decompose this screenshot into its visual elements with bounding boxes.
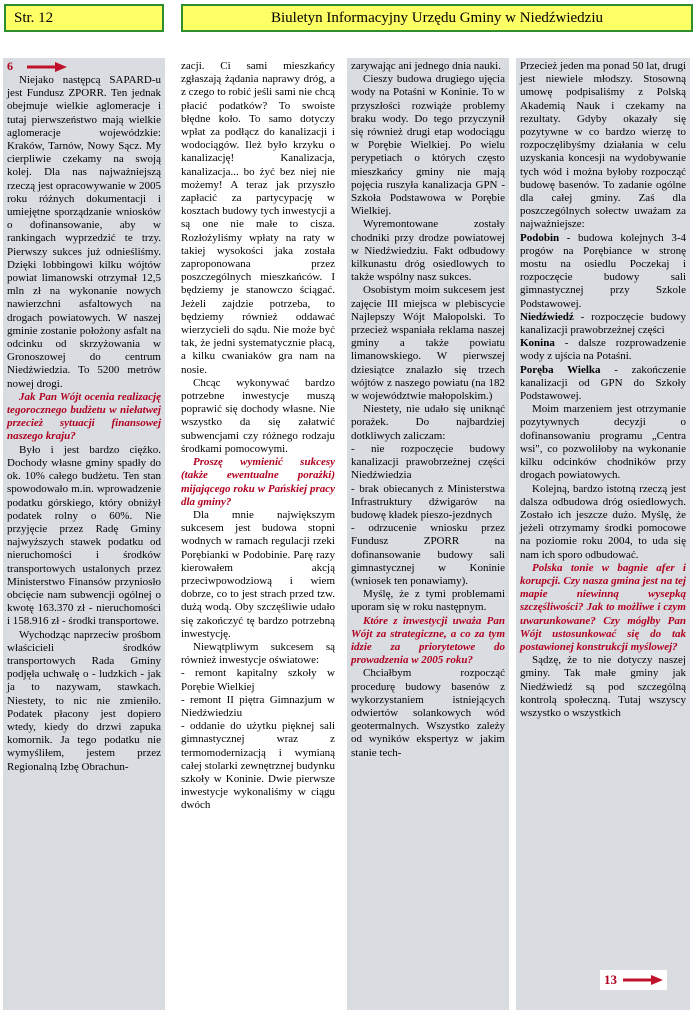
village-plan-konina <box>520 337 686 363</box>
interview-question: Proszę wymienić sukcesy (także ewentualne porażki) mijającego roku w Pańskiej pracy dla gminy? <box>181 456 335 508</box>
village-name: Konina <box>520 337 555 350</box>
list-item: - oddanie do użytku pięknej sali gimnastycznej wraz z termomodernizacją i wymianą całej stolarki zewnętrznej budynku szkoły w Koninie. Dwie pierwsze inwestycje wykonaliśmy w ciągu dwóch <box>181 720 335 812</box>
list-item: - nie rozpoczęcie budowy kanalizacji prawobrzeżnej części Niedźwiedzia <box>351 442 505 482</box>
paragraph: Wyremontowane zostały chodniki przy drodze powiatowej w Niedźwiedziu. Fakt odbudowy kilkunastu dróg osiedlowych to także wspólny nasz sukces. <box>351 218 505 284</box>
paragraph: Chcąc wykonywać bardzo potrzebne inwestycje muszą poprawić się dochody własne. Nie wszystko da się załatwić subwencjami czy różnego rodzaju środkami pomocowymi. <box>181 376 335 455</box>
paragraph: Przecież jeden ma ponad 50 lat, drugi jest niewiele młodszy. Stosowną umowę podpisaliśmy z Polską Akademią Nauk i czekamy na rezultaty. Gdyby okazały się pozytywne w co bardzo wierzę to rozpoczęlibyśmy działania w celu uzyskania koncesji na wydobywanie tych wód i można byłoby rozpocząć budowę basenów. To zadanie ogólne dla całej gminy. Zaś dla poszczególnych sołectw uważam za najważniejsze: <box>520 60 686 231</box>
paragraph: Niejako następcą SAPARD-u jest Fundusz ZPORR. Ten jednak obejmuje wielkie aglomeracje i tutaj pierwszeństwo mają wielkie aglomeracje wojewódzkie: Kraków, Tarnów, Nowy Sącz. My cierpliwie czekamy na swoją kolej. Dla nas najważniejszą rzeczą jest opracowywanie w 2005 roku różnych dokumentacji i umiejętne sporządzanie wniosków o dofinansowanie, aby w rankingach wyprzedzić te trzy. Pierwszy sukces już odnieśliśmy. Dzięki lobbingowi kilku wójtów powiat limanowski otrzymał 12,5 mln zł na wykonanie nowych nawierzchni asfaltowych na drogach powiatowych. W naszej gminie zostanie położony asfalt na odcinku od skrzyżowania w Gronoszowej do centrum Niedźwiedzia. To 5200 metrów nowej drogi. <box>7 74 161 390</box>
next-page-number: 13 <box>604 972 617 987</box>
village-plan-text: - rozpoczęcie budowy kanalizacji prawobrzeżnej części <box>520 310 686 337</box>
paragraph: Niewątpliwym sukcesem są również inwestycje oświatowe: <box>181 640 335 667</box>
interview-question: Które z inwestycji uważa Pan Wójt za strategiczne, a co za tym idzie za priorytetowe do prowadzenia w 2005 roku? <box>351 614 505 667</box>
previous-page-number: 6 <box>7 59 13 74</box>
paragraph: Dla mnie największym sukcesem jest budowa stopni wodnych w ramach regulacji rzeki Porębianki w Podobinie. Parę razy kierowałem akcją przeciwpowodziową i wiem dobrze, co to jest strach przed tzw. dużą wodą. Oby szczęśliwie udało się zakończyć tę bardzo potrzebną inwestycję. <box>181 508 335 640</box>
paragraph: zarywając ani jednego dnia nauki. <box>351 60 501 72</box>
village-plan-niedzwiedz <box>520 311 686 337</box>
paragraph: zacji. Ci sami mieszkańcy zgłaszają żądania naprawy dróg, a z czego to robić jeśli sami nie chcą płacić podatków? To swoiste błędne koło. To samo dotyczy wpłat za podłącz do kanalizacji i wodociągów. Ileż było krzyku o kanalizację! Kanalizacja, kanalizacja... bo żyć bez niej nie możemy! A teraz jak przyszło zapłacić za partycypację w kosztach budowy tych inwestycji a są one nie małe to cisza. Rozłożyliśmy wpłaty na raty w takiej wysokości jaka została zaproponowana przez poszczególnych mieszkańców. I będziemy je stanowczo ściągać. Jeżeli zajdzie potrzeba, to będziemy również oddawać wierzycieli do sądu. Nie może być tak, że jedni systematycznie płacą, a kilku cwaniaków gra nam na nosie. <box>181 60 335 376</box>
arrow-right-icon <box>27 62 67 72</box>
village-name: Podobin <box>520 231 560 244</box>
continued-on-marker <box>600 970 667 990</box>
bulletin-title: Biuletyn Informacyjny Urzędu Gminy w Niedźwiedziu <box>181 4 693 32</box>
village-plan-text: - zakończenie kanalizacji od GPN do Szkoły Podstawowej. <box>520 363 686 403</box>
paragraph: Sądzę, że to nie dotyczy naszej gminy. Tak małe gminy jak Niedźwiedź są pod szczególną kontrolą społeczną. Tutaj wszyscy wszystko o wszystkich <box>520 654 686 719</box>
interview-question: Polska tonie w bagnie afer i korupcji. Czy nasza gmina jest na tej mapie niewinną wysepką szczęśliwości? Jak to możliwe i czym uwarunkowane? Czy mógłby Pan Wójt ustosunkować się do tak postawionej konstrukcji myślowej? <box>520 561 686 653</box>
paragraph: Moim marzeniem jest otrzymanie pozytywnych decyzji o dofinansowaniu programu „Centra wsi", co pozwoliłoby na wykonanie kilku odcinków chodników przy drogach powiatowych. <box>520 403 686 482</box>
column-4 <box>516 58 690 1010</box>
arrow-right-icon <box>623 975 663 985</box>
column-3 <box>347 58 509 1010</box>
list-item: - remont kapitalny szkoły w Porębie Wielkiej <box>181 667 335 693</box>
paragraph: Kolejną, bardzo istotną rzeczą jest dalsza odbudowa dróg osiedlowych. Zostało ich jeszcze dużo. Myślę, że jeżeli otrzymamy środki pomocowe na poziomie roku 2004, to uda się nam ich sporo odbudować. <box>520 482 686 561</box>
village-plan-text: - dalsze rozprowadzenie wody z ujścia na Potaśni. <box>520 337 686 363</box>
paragraph: Chciałbym rozpocząć procedurę budowy basenów z wykorzystaniem istniejących odwiertów solankowych wód geotermalnych. Wszystko zależy od wyników ekspertyz w jakim stanie tech- <box>351 667 505 759</box>
village-plan-poreba-wielka <box>520 364 686 404</box>
paragraph: Wychodząc naprzeciw prośbom właścicieli środków transportowych Rada Gminy podjęła uchwałę o - ludzkich - jak ja to nazywam, stawkach. Niestety, to nic nie zmieniło. Podatek płacony jest dopiero wtedy, kiedy do drzwi zapuka komornik. Ja tego podatku nie wymyśliłem, jestem przez Regionalną Izbę Obrachun- <box>7 628 161 773</box>
paragraph: Cieszy budowa drugiego ujęcia wody na Potaśni w Koninie. To w przyszłości rozwiąże problemy braku wody. Do tego przyczynił się również drugi etap wodociągu w Porębie Wielkiej. Po wielu perypetiach o których często mieszkańcy gminy nie mają pojęcia ruszyła kanalizacja GPN - Szkoła Podstawowa w Porębie Wielkiej. <box>351 73 505 218</box>
paragraph: Było i jest bardzo ciężko. Dochody własne gminy spadły do ok. 10% całego budżetu. Ten stan spowodowało m.in. wprowadzenie podatku górskiego, który obniżył podatek rolny o 60%. Nie przyjęcie przez Radę Gminy najwyższych stawek podatku od nieruchomości i środków transportowych ustalonych przez Ministerstwo Finansów przyniosło obcięcie nam subwencji ogólnej o kwotę 163.370 zł - nieruchomości i 158.916 zł - środki transportowe. <box>7 443 161 628</box>
village-name: Poręba Wielka <box>520 363 601 376</box>
list-item: - remont II piętra Gimnazjum w Niedźwiedziu <box>181 693 335 719</box>
list-item: - odrzucenie wniosku przez Fundusz ZPORR na dofinansowanie budowy sali gimnastycznej w Koninie (wniosek ten ponawiamy). <box>351 522 505 587</box>
village-plan-text: - budowa kolejnych 3-4 progów na Porębiance w stronę mostu na osiedlu Poczekaj i rozpoczęcie budowy sali gimnastycznej przy Szkole Podstawowej. <box>520 231 686 310</box>
column-1 <box>3 58 165 1010</box>
column-2 <box>177 58 339 1010</box>
list-item: - brak obiecanych z Ministerstwa Infrastruktury dźwigarów na budowę kładek pieszo-jezdnych <box>351 482 505 521</box>
paragraph: Niestety, nie udało się uniknąć porażek. Do najbardziej dotkliwych zaliczam: <box>351 403 505 442</box>
interview-question: Jak Pan Wójt ocenia realizację tegorocznego budżetu w niełatwej przecież sytuacji finansowej naszego kraju? <box>7 390 161 443</box>
continued-from-marker <box>7 60 161 74</box>
paragraph: Osobistym moim sukcesem jest zajęcie III miejsca w plebiscycie Najlepszy Wójt Małopolski. To przecież wspaniała reklama naszej gminy a także powiatu limanowskiego. W pierwszej dziesiątce znalazło się trzech wójtów z naszego powiatu (na 182 w województwie małopolskim.) <box>351 284 505 403</box>
page-number-label: Str. 12 <box>4 4 164 32</box>
village-name: Niedźwiedź <box>520 310 574 323</box>
village-plan-podobin <box>520 232 686 311</box>
paragraph: Myślę, że z tymi problemami uporam się w roku następnym. <box>351 588 505 614</box>
